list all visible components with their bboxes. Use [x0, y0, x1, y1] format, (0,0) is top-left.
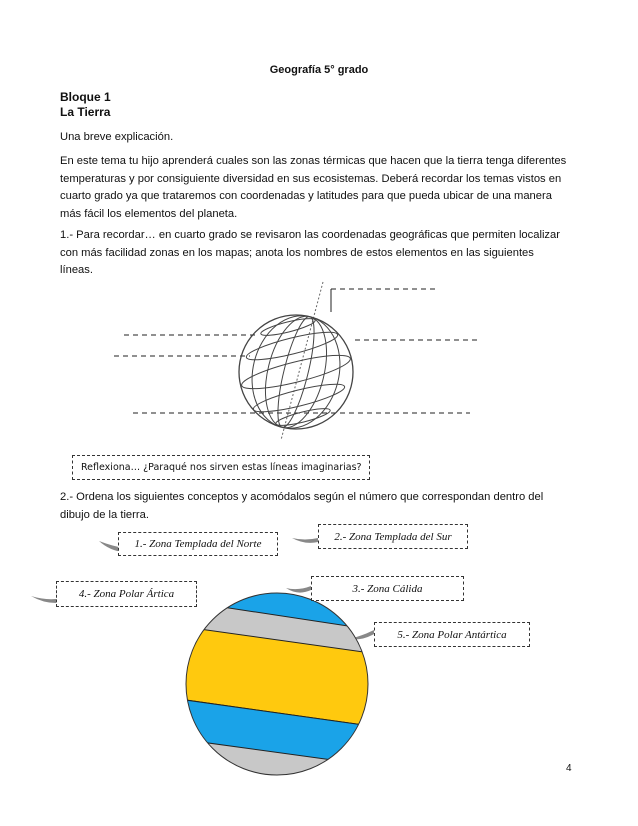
pointer-arrow — [31, 596, 56, 603]
page-title: Geografía 5° grado — [269, 64, 369, 76]
question-line: dibujo de la tierra. — [60, 508, 149, 521]
block-topic: La Tierra — [60, 105, 111, 119]
reflection-box: Reflexiona… ¿Paraqué nos sirven estas líneas imaginarias? — [72, 455, 370, 480]
zone-label-calida: 3.- Zona Cálida — [311, 576, 464, 601]
zone-label-polar-antartica: 5.- Zona Polar Antártica — [374, 622, 530, 647]
intro-text: Una breve explicación. — [60, 131, 174, 143]
question-line: líneas. — [60, 264, 93, 276]
zone-label-templada-sur: 2.- Zona Templada del Sur — [318, 524, 468, 549]
paragraph-line: más fácil los elementos del planeta. — [60, 207, 238, 220]
pointer-arrow — [292, 538, 318, 543]
question-line: 2.- Ordena los siguientes conceptos y acomódalos según el número que correspondan dentro del — [60, 491, 544, 503]
pointer-arrow — [286, 586, 311, 593]
paragraph-line: cuarto grado ya que trataremos con coordenadas y latitudes para que pueda ubicar de una manera — [60, 190, 552, 202]
paragraph-line: temperaturas y por consiguiente diversidad en sus ecosistemas. Deberá recordar los temas vistos en — [60, 172, 562, 185]
question-line: con más facilidad zonas en los mapas; anota los nombres de estos elementos en las siguientes — [60, 246, 534, 259]
page-number: 4 — [566, 763, 572, 774]
zone-label-polar-artica: 4.- Zona Polar Ártica — [56, 581, 197, 607]
block-label: Bloque 1 — [60, 90, 111, 104]
paragraph-line: En este tema tu hijo aprenderá cuales son las zonas térmicas que hacen que la tierra tenga diferentes — [60, 155, 567, 167]
zone-label-templada-norte: 1.- Zona Templada del Norte — [118, 532, 278, 556]
question-line: 1.- Para recordar… en cuarto grado se revisaron las coordenadas geográficas que permiten localizar — [60, 229, 560, 241]
earth-zones-icon — [150, 580, 420, 800]
